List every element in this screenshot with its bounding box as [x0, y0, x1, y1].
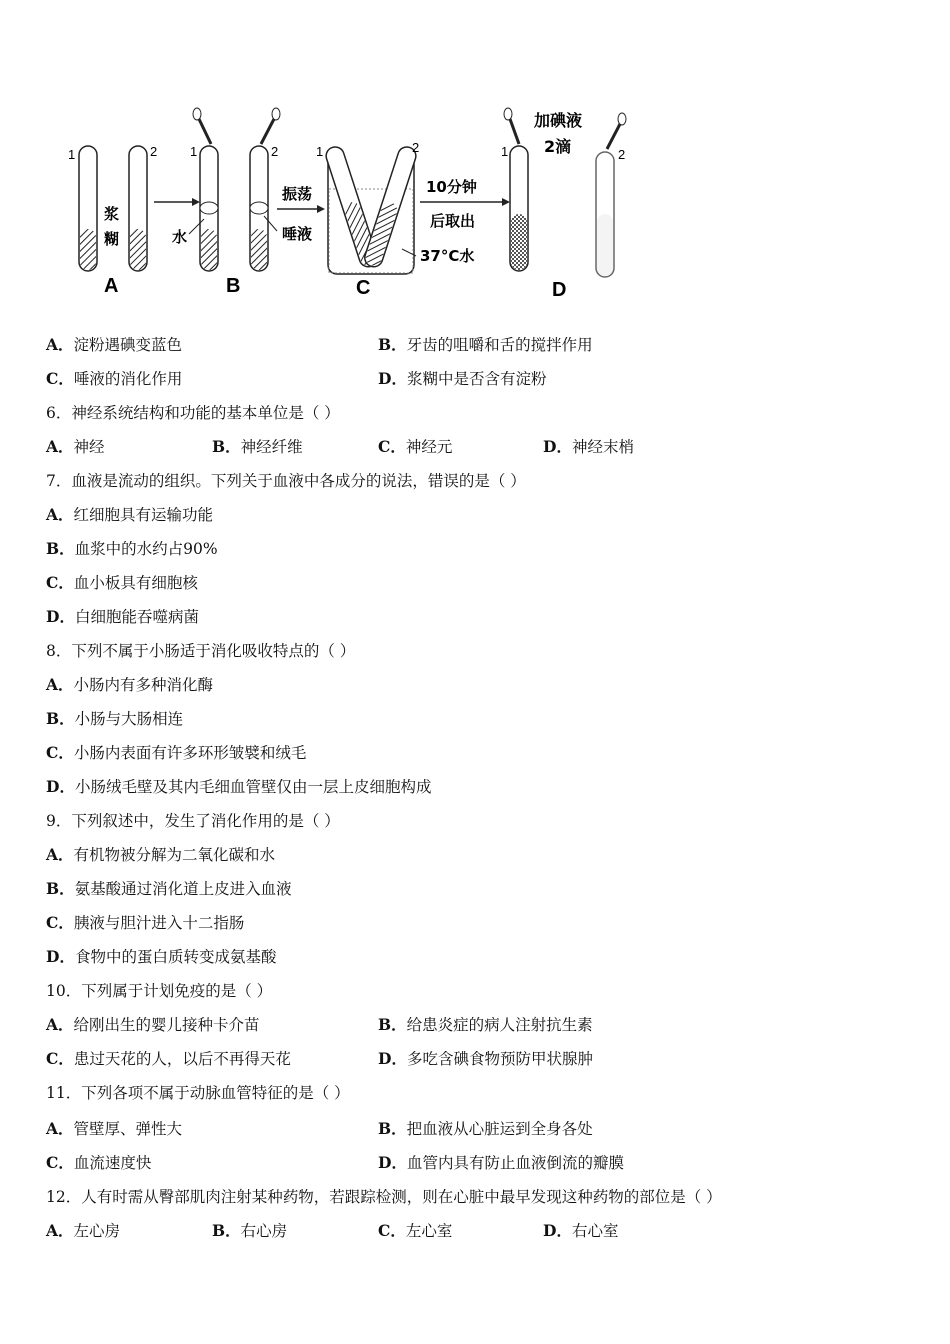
paste-fill	[201, 229, 217, 270]
question-9-stem: 9．下列叙述中，发生了消化作用的是（ ）	[46, 812, 340, 830]
question-10-stem: 10．下列属于计划免疫的是（ ）	[46, 982, 273, 1000]
dropper-bulb	[193, 108, 201, 120]
paste-fill	[80, 229, 96, 270]
option-11b: B．把血液从心脏运到全身各处	[378, 1119, 593, 1138]
option-5b: B．牙齿的咀嚼和舌的搅拌作用	[378, 335, 593, 354]
label-saliva: 唾液	[282, 225, 313, 243]
dropper-icon	[261, 119, 274, 144]
tube-label-2: 2	[412, 140, 420, 155]
tube-label-1: 1	[68, 147, 76, 162]
step-label-c: C	[356, 277, 371, 299]
tube-label-2: 2	[271, 144, 279, 159]
option-12b: B．右心房	[212, 1221, 288, 1240]
option-6c: C．神经元	[378, 437, 453, 456]
tube-label-2: 2	[150, 144, 158, 159]
option-9a: A．有机物被分解为二氧化碳和水	[46, 845, 276, 864]
option-6d: D．神经末梢	[543, 437, 634, 456]
option-7b: B．血浆中的水约占90%	[46, 539, 218, 558]
option-11a: A．管壁厚、弹性大	[46, 1119, 183, 1138]
option-7a: A．红细胞具有运输功能	[46, 505, 214, 524]
clear-fill	[597, 214, 613, 276]
arrowhead-icon	[192, 198, 200, 206]
label-iodine-1: 加碘液	[534, 111, 583, 130]
question-6-stem: 6．神经系统结构和功能的基本单位是（ ）	[46, 404, 340, 422]
question-12-stem: 12．人有时需从臀部肌肉注射某种药物，若跟踪检测，则在心脏中最早发现这种药物的部位是（ ）	[46, 1188, 722, 1206]
paste-fill	[251, 229, 267, 270]
option-7c: C．血小板具有细胞核	[46, 573, 198, 592]
dropper-bulb	[504, 108, 512, 120]
label-time-2: 后取出	[430, 212, 476, 230]
option-8d: D．小肠绒毛壁及其内毛细血管壁仅由一层上皮细胞构成	[46, 777, 432, 796]
question-8-stem: 8．下列不属于小肠适于消化吸收特点的（ ）	[46, 642, 356, 660]
tube-group-c	[316, 140, 419, 299]
dropper-icon	[510, 119, 519, 144]
question-7-stem: 7．血液是流动的组织。下列关于血液中各成分的说法，错误的是（ ）	[46, 472, 526, 490]
experiment-figure	[64, 104, 664, 304]
option-9b: B．氨基酸通过消化道上皮进入血液	[46, 879, 292, 898]
option-9d: D．食物中的蛋白质转变成氨基酸	[46, 947, 277, 966]
option-5d: D．浆糊中是否含有淀粉	[378, 369, 547, 388]
option-9c: C．胰液与胆汁进入十二指肠	[46, 913, 245, 932]
option-5a: A．淀粉遇碘变蓝色	[46, 335, 183, 354]
step-label-b: B	[226, 275, 241, 297]
label-temp: 37°C水	[420, 247, 475, 265]
option-10a: A．给刚出生的婴儿接种卡介苗	[46, 1015, 260, 1034]
tube-label-1: 1	[190, 144, 198, 159]
tube-group-a	[68, 144, 157, 297]
option-11d: D．血管内具有防止血液倒流的瓣膜	[378, 1153, 624, 1172]
blue-fill	[511, 214, 527, 270]
tube-label-2: 2	[618, 147, 626, 162]
label-water: 水	[172, 228, 188, 246]
dropper-icon	[607, 124, 620, 149]
label-iodine-2: 2滴	[544, 137, 572, 156]
option-10b: B．给患炎症的病人注射抗生素	[378, 1015, 593, 1034]
paste-fill	[130, 229, 146, 270]
saliva-drop	[250, 202, 268, 214]
option-10c: C．患过天花的人，以后不再得天花	[46, 1049, 291, 1068]
step-label-d: D	[552, 279, 567, 301]
label-time-1: 10分钟	[426, 178, 477, 196]
tube-label-1: 1	[501, 144, 509, 159]
option-11c: C．血流速度快	[46, 1153, 152, 1172]
label-paste-a: 浆	[104, 205, 120, 223]
arrowhead-icon	[502, 198, 510, 206]
option-12a: A．左心房	[46, 1221, 121, 1240]
label-shake: 振荡	[282, 185, 313, 203]
option-7d: D．白细胞能吞噬病菌	[46, 607, 199, 626]
option-6a: A．神经	[46, 437, 105, 456]
dropper-icon	[199, 119, 211, 144]
dropper-bulb	[618, 113, 626, 125]
option-5c: C．唾液的消化作用	[46, 369, 183, 388]
step-label-a: A	[104, 275, 119, 297]
option-8c: C．小肠内表面有许多环形皱襞和绒毛	[46, 743, 307, 762]
tube-group-d	[501, 108, 626, 301]
option-8b: B．小肠与大肠相连	[46, 709, 184, 728]
dropper-bulb	[272, 108, 280, 120]
option-12c: C．左心室	[378, 1221, 453, 1240]
question-11-stem: 11．下列各项不属于动脉血管特征的是（ ）	[46, 1084, 350, 1102]
arrowhead-icon	[317, 205, 325, 213]
water-drop	[200, 202, 218, 214]
option-12d: D．右心室	[543, 1221, 619, 1240]
option-6b: B．神经纤维	[212, 437, 303, 456]
label-paste-b: 糊	[104, 230, 120, 248]
option-8a: A．小肠内有多种消化酶	[46, 675, 214, 694]
tube-label-1: 1	[316, 144, 324, 159]
option-10d: D．多吃含碘食物预防甲状腺肿	[378, 1049, 593, 1068]
